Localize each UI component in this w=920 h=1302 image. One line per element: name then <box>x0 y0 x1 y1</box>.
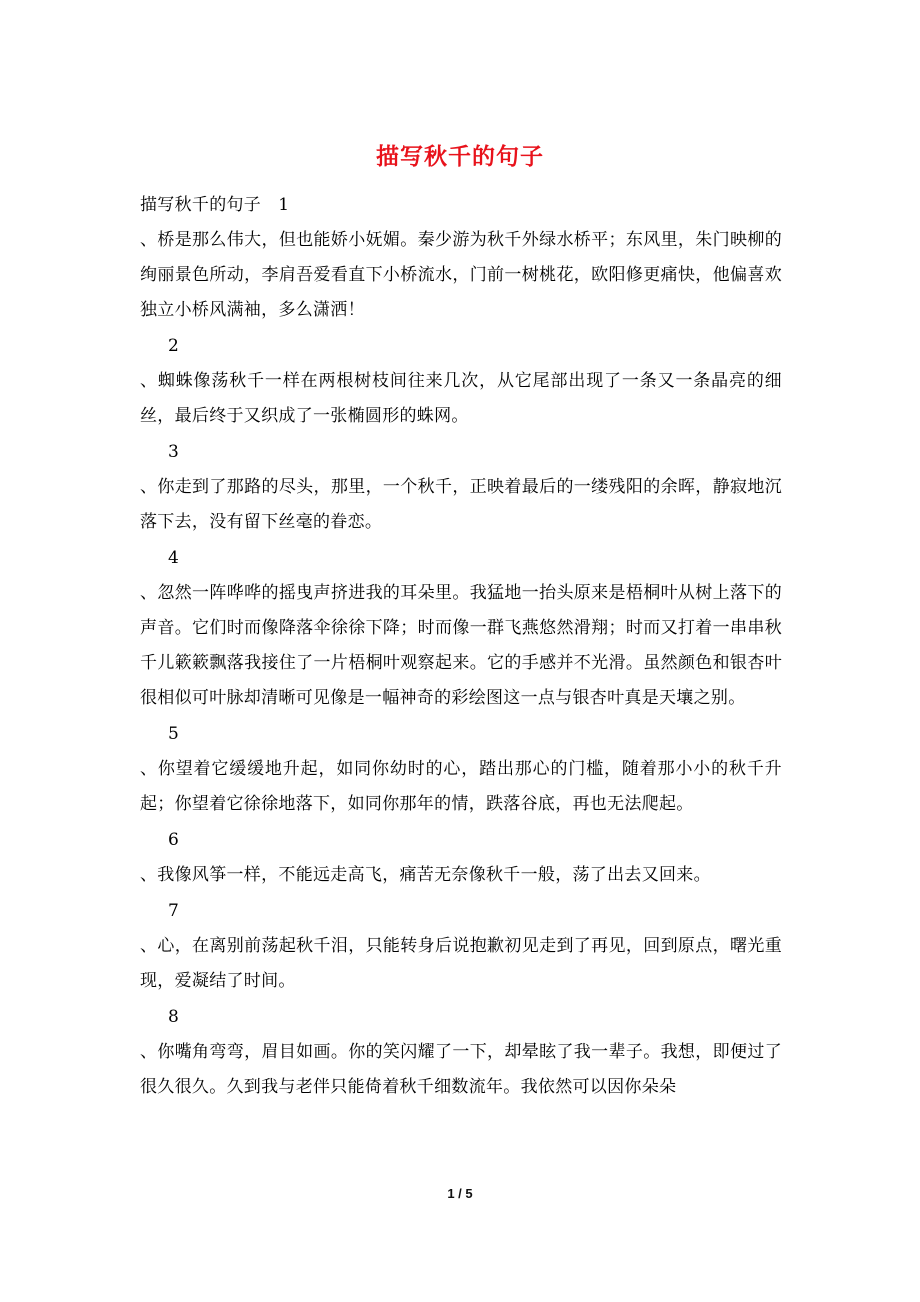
entry-text-1: 、桥是那么伟大，但也能娇小妩媚。秦少游为秋千外绿水桥平；东风里，朱门映柳的绚丽景色所动，李肩吾爱看直下小桥流水，门前一树桃花，欧阳修更痛快，他偏喜欢独立小桥风满袖，多么潇洒！ <box>140 230 782 320</box>
entry-text-8: 、你嘴角弯弯，眉目如画。你的笑闪耀了一下，却晕眩了我一辈子。我想，即便过了很久很久。久到我与老伴只能倚着秋千细数流年。我依然可以因你朵朵 <box>140 1042 782 1097</box>
entry-text-4: 、忽然一阵哗哗的摇曳声挤进我的耳朵里。我猛地一抬头原来是梧桐叶从树上落下的声音。它们时而像降落伞徐徐下降；时而像一群飞燕悠然滑翔；时而又打着一串串秋千儿簌簌飘落我接住了一片梧桐叶观察起来。它的手感并不光滑。虽然颜色和银杏叶很相似可叶脉却清晰可见像是一幅神奇的彩绘图这一点与银杏叶真是天壤之别。 <box>140 583 782 708</box>
page-title: 描写秋千的句子 <box>376 143 544 170</box>
document-body <box>140 188 782 1105</box>
entry-number-3: 3 <box>168 442 180 462</box>
entry-number-8: 8 <box>168 1007 180 1027</box>
entry-text-7: 、心，在离别前荡起秋千泪，只能转身后说抱歉初见走到了再见，回到原点，曙光重现，爱凝结了时间。 <box>140 936 782 991</box>
entry-number-5: 5 <box>168 724 180 744</box>
entry-number-6: 6 <box>168 830 180 850</box>
entry-text-5: 、你望着它缓缓地升起，如同你幼时的心，踏出那心的门槛，随着那小小的秋千升起；你望着它徐徐地落下，如同你那年的情，跌落谷底，再也无法爬起。 <box>140 759 782 814</box>
entry-number-4: 4 <box>168 548 180 568</box>
entry-text-2: 、蜘蛛像荡秋千一样在两根树枝间往来几次，从它尾部出现了一条又一条晶亮的细丝，最后终于又织成了一张椭圆形的蛛网。 <box>140 371 782 426</box>
entry-number-2: 2 <box>168 336 180 356</box>
entry-text-6: 、我像风筝一样，不能远走高飞，痛苦无奈像秋千一般，荡了出去又回来。 <box>140 865 711 885</box>
page-indicator: 1 / 5 <box>447 1186 473 1201</box>
document-subtitle: 描写秋千的句子 1 <box>140 195 290 215</box>
entry-text-3: 、你走到了那路的尽头，那里，一个秋千，正映着最后的一缕残阳的余晖，静寂地沉落下去，没有留下丝毫的眷恋。 <box>140 477 782 532</box>
entry-number-7: 7 <box>168 901 180 921</box>
